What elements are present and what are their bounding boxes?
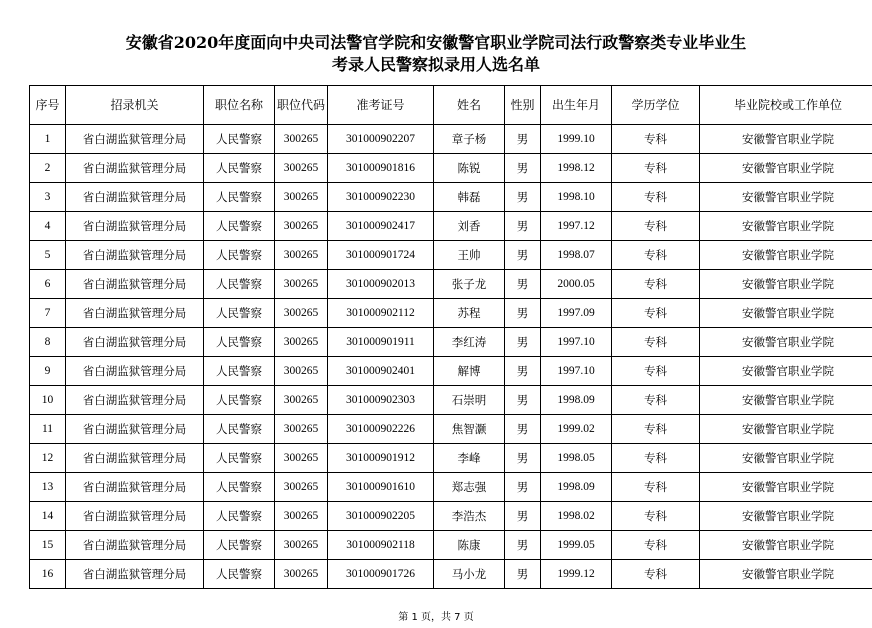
cell-name: 王帅 [434,241,505,270]
table-row [30,241,872,270]
header-gender: 性别 [505,86,541,125]
cell-exam-id: 301000902230 [328,183,434,212]
cell-gender: 男 [505,328,541,357]
document-title-line2: 考录人民警察拟录用人选名单 [331,55,540,74]
cell-no: 16 [30,560,66,589]
cell-name: 章子杨 [434,125,505,154]
table-body [30,125,872,589]
cell-exam-id: 301000902013 [328,270,434,299]
cell-position: 人民警察 [204,473,275,502]
header-code [275,86,328,125]
cell-position: 人民警察 [204,241,275,270]
cell-school: 安徽警官职业学院 [700,125,872,154]
cell-gender: 男 [505,444,541,473]
cell-birth: 1998.12 [541,154,612,183]
cell-code: 300265 [275,560,328,589]
cell-code: 300265 [275,415,328,444]
cell-name: 马小龙 [434,560,505,589]
cell-code: 300265 [275,212,328,241]
table-row [30,415,872,444]
cell-school: 安徽警官职业学院 [700,154,872,183]
cell-position: 人民警察 [204,270,275,299]
cell-no: 2 [30,154,66,183]
cell-birth: 1999.10 [541,125,612,154]
cell-no: 3 [30,183,66,212]
header-birth: 出生年月 [541,86,612,125]
cell-degree: 专科 [612,473,700,502]
table-row [30,328,872,357]
cell-birth: 1997.09 [541,299,612,328]
cell-org: 省白湖监狱管理分局 [66,154,204,183]
cell-org: 省白湖监狱管理分局 [66,241,204,270]
cell-gender: 男 [505,415,541,444]
cell-degree: 专科 [612,154,700,183]
cell-no: 10 [30,386,66,415]
cell-no: 13 [30,473,66,502]
cell-position: 人民警察 [204,386,275,415]
cell-gender: 男 [505,299,541,328]
cell-code: 300265 [275,444,328,473]
cell-code: 300265 [275,473,328,502]
cell-org: 省白湖监狱管理分局 [66,502,204,531]
header-org: 招录机关 [66,86,204,125]
cell-no: 4 [30,212,66,241]
cell-exam-id: 301000902118 [328,531,434,560]
cell-no: 8 [30,328,66,357]
cell-no: 15 [30,531,66,560]
cell-name: 韩磊 [434,183,505,212]
cell-exam-id: 301000901816 [328,154,434,183]
cell-birth: 2000.05 [541,270,612,299]
cell-org: 省白湖监狱管理分局 [66,357,204,386]
cell-name: 刘香 [434,212,505,241]
cell-position: 人民警察 [204,415,275,444]
cell-degree: 专科 [612,183,700,212]
cell-code: 300265 [275,241,328,270]
cell-exam-id: 301000901911 [328,328,434,357]
table-row [30,386,872,415]
cell-no: 14 [30,502,66,531]
header-name: 姓名 [434,86,505,125]
cell-position: 人民警察 [204,183,275,212]
cell-gender: 男 [505,183,541,212]
cell-school: 安徽警官职业学院 [700,328,872,357]
cell-gender: 男 [505,502,541,531]
cell-no: 12 [30,444,66,473]
cell-no: 7 [30,299,66,328]
cell-gender: 男 [505,386,541,415]
cell-name: 张子龙 [434,270,505,299]
cell-degree: 专科 [612,415,700,444]
cell-position: 人民警察 [204,299,275,328]
cell-name: 李浩杰 [434,502,505,531]
table-row [30,560,872,589]
cell-birth: 1997.12 [541,212,612,241]
cell-birth: 1998.09 [541,473,612,502]
cell-degree: 专科 [612,386,700,415]
header-degree: 学历学位 [612,86,700,125]
cell-school: 安徽警官职业学院 [700,212,872,241]
table-header-row [30,86,872,125]
cell-code: 300265 [275,299,328,328]
cell-gender: 男 [505,154,541,183]
cell-org: 省白湖监狱管理分局 [66,386,204,415]
cell-birth: 1997.10 [541,357,612,386]
cell-code: 300265 [275,154,328,183]
cell-school: 安徽警官职业学院 [700,241,872,270]
cell-name: 李峰 [434,444,505,473]
cell-school: 安徽警官职业学院 [700,444,872,473]
table-row [30,531,872,560]
cell-gender: 男 [505,560,541,589]
document-title-line1: 安徽省2020年度面向中央司法警官学院和安徽警官职业学院司法行政警察类专业毕业生 [125,33,747,52]
cell-org: 省白湖监狱管理分局 [66,270,204,299]
cell-org: 省白湖监狱管理分局 [66,212,204,241]
cell-exam-id: 301000901726 [328,560,434,589]
cell-code: 300265 [275,357,328,386]
cell-name: 陈康 [434,531,505,560]
cell-degree: 专科 [612,299,700,328]
table-row [30,183,872,212]
cell-gender: 男 [505,125,541,154]
cell-org: 省白湖监狱管理分局 [66,531,204,560]
cell-degree: 专科 [612,125,700,154]
cell-exam-id: 301000902207 [328,125,434,154]
table-row [30,444,872,473]
cell-code: 300265 [275,270,328,299]
cell-code: 300265 [275,125,328,154]
cell-school: 安徽警官职业学院 [700,531,872,560]
cell-exam-id: 301000902303 [328,386,434,415]
cell-name: 陈锐 [434,154,505,183]
cell-gender: 男 [505,357,541,386]
cell-org: 省白湖监狱管理分局 [66,415,204,444]
cell-school: 安徽警官职业学院 [700,270,872,299]
cell-name: 郑志强 [434,473,505,502]
candidate-table [29,85,872,589]
cell-school: 安徽警官职业学院 [700,415,872,444]
cell-exam-id: 301000901724 [328,241,434,270]
header-no: 序号 [30,86,66,125]
cell-org: 省白湖监狱管理分局 [66,125,204,154]
cell-position: 人民警察 [204,125,275,154]
table-row [30,299,872,328]
cell-degree: 专科 [612,270,700,299]
header-exam-id: 准考证号 [328,86,434,125]
cell-no: 6 [30,270,66,299]
cell-position: 人民警察 [204,154,275,183]
cell-birth: 1999.05 [541,531,612,560]
table-row [30,357,872,386]
header-school: 毕业院校或工作单位 [700,86,872,125]
cell-position: 人民警察 [204,531,275,560]
cell-position: 人民警察 [204,502,275,531]
cell-birth: 1998.02 [541,502,612,531]
cell-exam-id: 301000901912 [328,444,434,473]
header-position: 职位名称 [204,86,275,125]
cell-code: 300265 [275,328,328,357]
cell-school: 安徽警官职业学院 [700,560,872,589]
cell-position: 人民警察 [204,444,275,473]
cell-birth: 1998.09 [541,386,612,415]
header-code-label: 职位代码 [276,98,325,112]
table-row [30,154,872,183]
cell-exam-id: 301000902417 [328,212,434,241]
cell-position: 人民警察 [204,212,275,241]
cell-school: 安徽警官职业学院 [700,357,872,386]
cell-birth: 1998.05 [541,444,612,473]
cell-exam-id: 301000902112 [328,299,434,328]
cell-degree: 专科 [612,444,700,473]
table-row [30,270,872,299]
page-footer: 第 1 页，共 7 页 [398,612,474,623]
cell-org: 省白湖监狱管理分局 [66,299,204,328]
cell-exam-id: 301000901610 [328,473,434,502]
cell-code: 300265 [275,183,328,212]
cell-degree: 专科 [612,328,700,357]
table-row [30,125,872,154]
cell-name: 石崇明 [434,386,505,415]
cell-position: 人民警察 [204,357,275,386]
cell-position: 人民警察 [204,560,275,589]
cell-school: 安徽警官职业学院 [700,473,872,502]
cell-birth: 1997.10 [541,328,612,357]
cell-org: 省白湖监狱管理分局 [66,560,204,589]
cell-org: 省白湖监狱管理分局 [66,444,204,473]
cell-birth: 1998.10 [541,183,612,212]
cell-gender: 男 [505,270,541,299]
cell-name: 焦智灏 [434,415,505,444]
cell-code: 300265 [275,386,328,415]
table-row [30,502,872,531]
cell-no: 1 [30,125,66,154]
cell-birth: 1999.02 [541,415,612,444]
cell-gender: 男 [505,473,541,502]
cell-birth: 1999.12 [541,560,612,589]
cell-school: 安徽警官职业学院 [700,183,872,212]
cell-gender: 男 [505,241,541,270]
table-row [30,212,872,241]
cell-gender: 男 [505,531,541,560]
cell-exam-id: 301000902205 [328,502,434,531]
cell-degree: 专科 [612,502,700,531]
cell-degree: 专科 [612,560,700,589]
cell-degree: 专科 [612,531,700,560]
cell-name: 解博 [434,357,505,386]
cell-school: 安徽警官职业学院 [700,386,872,415]
cell-name: 李红涛 [434,328,505,357]
cell-school: 安徽警官职业学院 [700,299,872,328]
cell-exam-id: 301000902401 [328,357,434,386]
cell-exam-id: 301000902226 [328,415,434,444]
cell-birth: 1998.07 [541,241,612,270]
cell-gender: 男 [505,212,541,241]
cell-code: 300265 [275,531,328,560]
cell-org: 省白湖监狱管理分局 [66,473,204,502]
cell-degree: 专科 [612,212,700,241]
cell-degree: 专科 [612,357,700,386]
cell-org: 省白湖监狱管理分局 [66,328,204,357]
cell-degree: 专科 [612,241,700,270]
cell-no: 11 [30,415,66,444]
cell-position: 人民警察 [204,328,275,357]
cell-no: 9 [30,357,66,386]
cell-no: 5 [30,241,66,270]
table-row [30,473,872,502]
cell-school: 安徽警官职业学院 [700,502,872,531]
cell-code: 300265 [275,502,328,531]
cell-org: 省白湖监狱管理分局 [66,183,204,212]
cell-name: 苏程 [434,299,505,328]
